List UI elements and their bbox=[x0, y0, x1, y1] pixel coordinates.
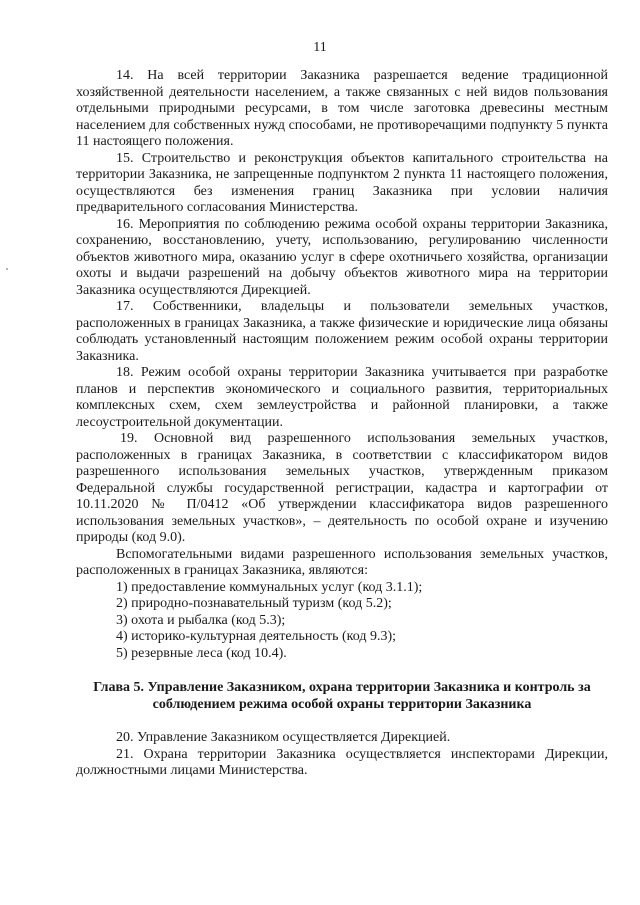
paragraph-19: 19. Основной вид разрешенного использования земельных участков, расположенных в границах Заказника, в соответствии с классификатором видов разрешенного использования земельных участков, утвержденным приказом Федеральной службы государственной регистрации, кадастра и картографии от 10.11.2020 № П/0412 «Об утверждении классификатора видов разрешенного использования земельных участков», – деятельность по особой охране и изучению природы (код 9.0). bbox=[76, 431, 608, 545]
scan-artifact-dot bbox=[6, 268, 8, 270]
auxiliary-uses-intro: Вспомогательными видами разрешенного использования земельных участков, расположенных в границах Заказника, являются: bbox=[76, 546, 608, 578]
paragraph-16: 16. Мероприятия по соблюдению режима особой охраны территории Заказника, сохранению, восстановлению, учету, использованию, регулированию численности объектов животного мира, оказанию услуг в сфере охотничьего хозяйства, организации охоты и выдачи разрешений на добычу объектов животного мира на территории Заказника осуществляются Дирекцией. bbox=[76, 216, 608, 298]
paragraph-18: 18. Режим особой охраны территории Заказника учитывается при разработке планов и перспектив экономического и социального развития, территориальных комплексных схем, схем землеустройства и районной планировки, а также лесоустроительной документации. bbox=[76, 365, 608, 430]
auxiliary-uses-list bbox=[76, 580, 608, 663]
heading-spacer bbox=[76, 713, 608, 730]
paragraph-21: 21. Охрана территории Заказника осуществляется инспекторами Дирекции, должностными лицами Министерства. bbox=[76, 746, 608, 778]
paragraph-14: 14. На всей территории Заказника разрешается ведение традиционной хозяйственной деятельности населением, а также связанных с ней видов пользования отдельными природными ресурсами, в том числе заготовка древесины местным населением для собственных нужд способами, не противоречащими подпункту 5 пункта 11 настоящего положения. bbox=[76, 68, 608, 149]
list-item: 3) охота и рыбалка (код 5.3); bbox=[116, 612, 286, 628]
document-body bbox=[76, 68, 608, 780]
list-item: 2) природно-познавательный туризм (код 5.2); bbox=[116, 596, 392, 611]
page-number: 11 bbox=[313, 40, 327, 55]
chapter-heading: Глава 5. Управление Заказником, охрана территории Заказника и контроль за соблюдением режима особой охраны территории Заказника bbox=[93, 680, 591, 712]
paragraph-20: 20. Управление Заказником осуществляется Дирекцией. bbox=[116, 730, 451, 745]
list-item: 5) резервные леса (код 10.4). bbox=[116, 645, 287, 661]
list-item: 1) предоставление коммунальных услуг (код 3.1.1); bbox=[116, 579, 423, 595]
paragraph-15: 15. Строительство и реконструкция объектов капитального строительства на территории Заказника, не запрещенные подпунктом 2 пункта 11 настоящего положения, осуществляются без изменения границ Заказника при условии наличия предварительного согласования Министерства. bbox=[76, 150, 608, 215]
paragraph-17: 17. Собственники, владельцы и пользователи земельных участков, расположенных в границах Заказника, а также физические и юридические лица обязаны соблюдать установленный настоящим положением режим особой охраны территории Заказника. bbox=[76, 299, 608, 364]
list-item: 4) историко-культурная деятельность (код 9.3); bbox=[116, 629, 397, 644]
